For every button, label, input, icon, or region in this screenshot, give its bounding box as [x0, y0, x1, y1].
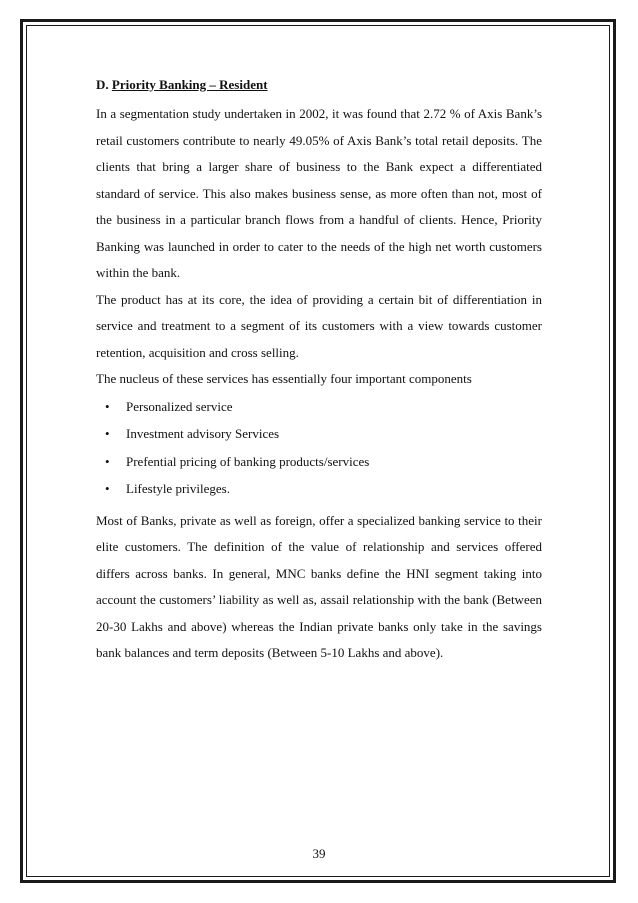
- paragraph-product-core: The product has at its core, the idea of providing a certain bit of differentiation in service and treatment to a segment of its customers with a view towards customer retention, acquisition and cross selling.: [96, 291, 542, 360]
- bullet-icon: •: [105, 481, 110, 496]
- list-item-text: Investment advisory Services: [126, 426, 280, 441]
- list-item-text: Personalized service: [126, 398, 233, 414]
- list-item-text: Lifestyle privileges.: [126, 481, 230, 496]
- section-heading: [96, 72, 542, 98]
- list-item: [96, 475, 542, 503]
- list-item-text: Prefential pricing of banking products/services: [126, 453, 370, 469]
- bullet-icon: •: [105, 426, 110, 441]
- bullet-icon: •: [105, 453, 110, 469]
- section-heading-prefix: D.: [96, 77, 112, 92]
- list-item: [96, 448, 542, 476]
- list-item: [96, 393, 542, 421]
- paragraph-segmentation: In a segmentation study undertaken in 2002, it was found that 2.72 % of Axis Bank’s retail customers contribute to nearly 49.05% of Axis Bank’s total retail deposits. The clients that bring a larger share of business to the Bank expect a differentiated standard of service. This also makes business sense, as more often than not, most of the business in a particular branch flows from a handful of clients. Hence, Priority Banking was launched in order to cater to the needs of the high net worth customers within the bank.: [96, 106, 542, 280]
- page-number: 39: [312, 846, 326, 861]
- bullet-icon: •: [105, 398, 110, 414]
- paragraph-hni-definition: Most of Banks, private as well as foreign, offer a specialized banking service to their elite customers. The definition of the value of relationship and services offered differs across banks. In general, MNC banks define the HNI segment taking into account the customers’ liability as well as, assail relationship with the bank (Between 20-30 Lakhs and above) whereas the Indian private banks only take in the savings bank balances and term deposits (Between 5-10 Lakhs and above).: [96, 512, 542, 660]
- paragraph-nucleus: The nucleus of these services has essentially four important components: [96, 371, 472, 386]
- page-content: [96, 72, 542, 667]
- list-item: [96, 420, 542, 448]
- section-heading-title: Priority Banking – Resident: [111, 77, 268, 92]
- components-list: [96, 393, 542, 503]
